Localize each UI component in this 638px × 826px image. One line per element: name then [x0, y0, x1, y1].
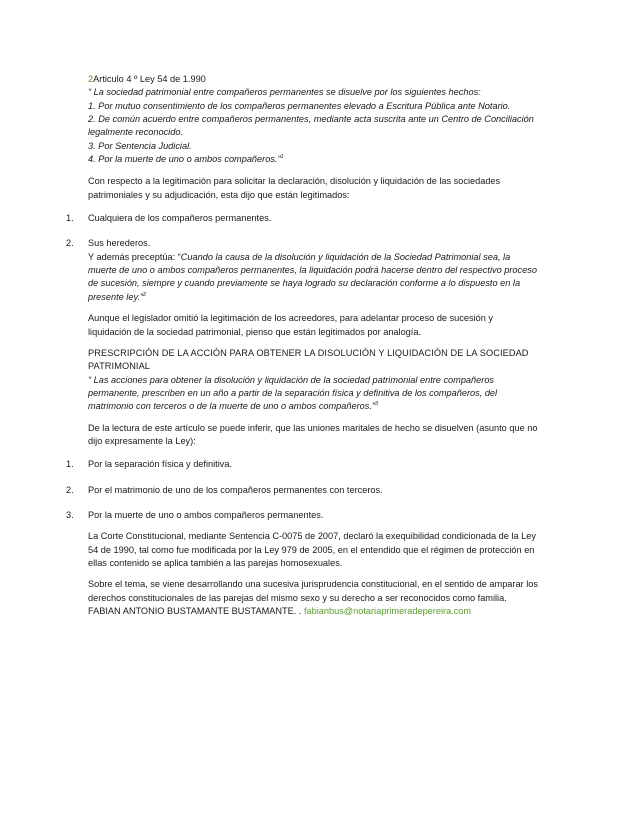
list-number: 3. [66, 509, 74, 520]
creditors-paragraph [88, 312, 560, 339]
list-item [66, 484, 560, 497]
court-line-1: La Corte Constitucional, mediante Sentencia C-0075 de 2007, declaró la exequibilidad condicionada de la Ley [88, 531, 536, 542]
list-text: Por la separación física y definitiva. [88, 459, 233, 470]
list-text: Cualquiera de los compañeros permanentes. [88, 213, 272, 224]
footnote-sup-3: 3 [375, 401, 379, 408]
list-item [66, 212, 560, 225]
court-paragraph [88, 530, 560, 570]
court-line-3: ellas contenido se aplica también a las parejas homosexuales. [88, 557, 343, 568]
list-item [66, 237, 560, 304]
inference-paragraph [88, 422, 560, 449]
list-number: 1. [66, 459, 74, 470]
creditors-line-2: liquidación de la sociedad patrimonial, pienso que están legitimados por analogía. [88, 326, 422, 337]
article-quote-intro: “ La sociedad patrimonial entre compañeros permanentes se disuelve por los siguientes hechos: [88, 87, 481, 98]
inference-line-1: De la lectura de este artículo se puede inferir, que las uniones maritales de hecho se disuelven (asunto que no [88, 422, 538, 433]
inference-line-2: dijo expresamente la Ley): [88, 435, 196, 446]
author-email-link[interactable]: fabianbus@notariaprimeradepereira.com [303, 606, 472, 616]
prescription-quote-2: permanente, prescriben en un año a partir de la separación física y definitiva de los compañeros, del [88, 387, 498, 398]
list-item [66, 458, 560, 471]
article-item-2b: legalmente reconocido. [88, 127, 183, 138]
closing-line-1: Sobre el tema, se viene desarrollando una sucesiva jurisprudencia constitucional, en el sentido de amparar los [88, 579, 538, 590]
article-block [88, 73, 560, 166]
list-item [66, 509, 560, 522]
article-item-4: 4. Por la muerte de uno o ambos compañeros.” [88, 154, 281, 165]
article-item-3: 3. Por Sentencia Judicial. [88, 140, 192, 151]
author-name: FABIAN ANTONIO BUSTAMANTE BUSTAMANTE. . [88, 606, 304, 616]
article-item-1: 1. Por mutuo consentimiento de los compañeros permanentes elevado a Escritura Pública ante Notario. [88, 100, 511, 111]
article-title: Articulo 4 º Ley 54 de 1.990 [93, 74, 206, 84]
list-number: 2. [66, 238, 74, 249]
footnote-ref-number: 2 [88, 74, 94, 84]
closing-line-2: derechos constitucionales de las parejas del mismo sexo y su derecho a ser reconocidos como familia. [88, 592, 507, 603]
footnote-sup-1: 1 [280, 154, 284, 160]
closing-paragraph [88, 578, 560, 618]
legitimation-line-1: Con respecto a la legitimación para solicitar la declaración, disolución y liquidación de las sociedades [88, 176, 501, 187]
list-text: Por la muerte de uno o ambos compañeros permanentes. [88, 509, 324, 520]
precept-line-3: de sucesión, siempre y cuando previamente se haya logrado su declaración conforme a lo dispuesto en la [88, 278, 521, 289]
creditors-line-1: Aunque el legislador omitió la legitimación de los acreedores, para adelantar proceso de sucesión y [88, 313, 493, 324]
precept-line-4: presente ley.” [88, 291, 143, 302]
list-number: 2. [66, 484, 74, 495]
list-number: 1. [66, 213, 74, 224]
document-body [66, 73, 560, 625]
prescription-block [88, 347, 560, 414]
article-item-2a: 2. De común acuerdo entre compañeros permanentes, mediante acta suscrita ante un Centro de Conciliación [88, 114, 534, 125]
prescription-quote-1: “ Las acciones para obtener la disolución y liquidación de la sociedad patrimonial entre compañeros [88, 374, 495, 385]
precept-line-2: muerte de uno o ambos compañeros permanentes, la liquidación podrá hacerse dentro del respectivo proceso [88, 265, 537, 276]
prescription-heading-1: PRESCRIPCIÓN DE LA ACCIÓN PARA OBTENER LA DISOLUCIÓN Y LIQUIDACIÓN DE LA SOCIEDAD [88, 347, 529, 358]
legitimation-paragraph [88, 175, 560, 202]
list-text: Sus herederos. [88, 238, 151, 249]
court-line-2: 54 de 1990, tal como fue modificada por la Ley 979 de 2005, en el entendido que el régimen de protección en [88, 544, 535, 555]
legitimation-line-2: patrimoniales y su adjudicación, esta dijo que están legitimados: [88, 189, 350, 200]
prescription-heading-2: PATRIMONIAL [88, 361, 151, 372]
footnote-sup-2: 2 [142, 291, 147, 298]
list-text: Por el matrimonio de uno de los compañeros permanentes con terceros. [88, 484, 383, 495]
precept-intro: Y además preceptúa: “ [88, 251, 181, 262]
prescription-quote-3: matrimonio con terceros o de la muerte de uno o ambos compañeros.” [88, 401, 375, 412]
precept-line-1: Cuando la causa de la disolución y liquidación de la Sociedad Patrimonial sea, la [180, 251, 511, 262]
